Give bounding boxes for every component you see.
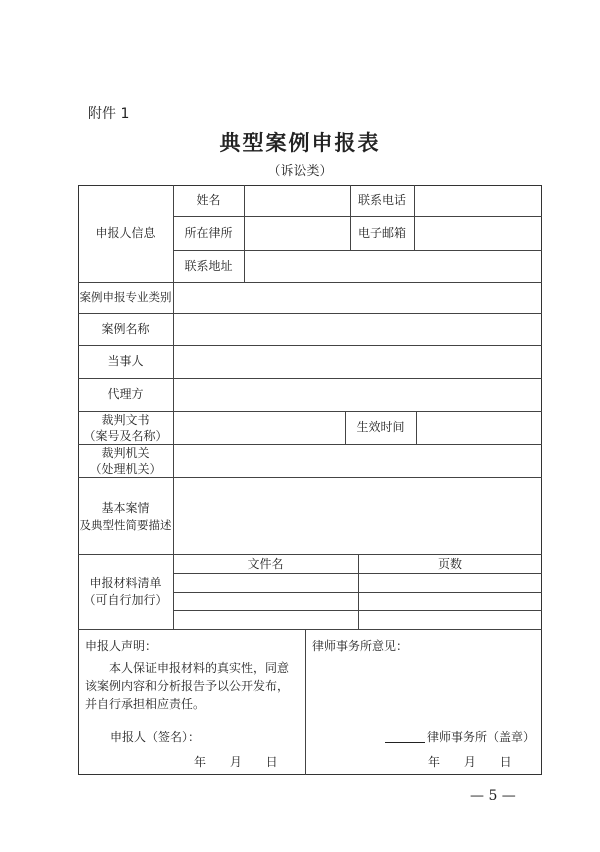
address-label: 联系地址 — [184, 259, 233, 273]
firm-opinion-heading: 律师事务所意见： — [312, 639, 409, 653]
firm-field[interactable] — [245, 217, 349, 249]
form-subtitle: （诉讼类） — [267, 164, 333, 179]
declaration-body: 本人保证申报材料的真实性，同意该案例内容和分析报告予以公开发布，并自行承担相应责任。 — [85, 661, 290, 711]
name-field[interactable] — [245, 186, 349, 215]
phone-field[interactable] — [415, 186, 541, 215]
attachment-label: 附件 1 — [88, 106, 130, 122]
declaration-heading: 申报人声明： — [85, 639, 158, 653]
materials-sublabel: （可自行加行） — [83, 593, 168, 607]
agent-field[interactable] — [174, 379, 541, 410]
email-label: 电子邮箱 — [357, 226, 406, 240]
signature-label: 申报人（签名）： — [110, 730, 201, 744]
court-field[interactable] — [174, 445, 541, 476]
pages-header: 页数 — [437, 557, 462, 571]
firm-name-underline — [385, 742, 425, 743]
firm-label: 所在律所 — [184, 226, 233, 240]
row-divider — [78, 629, 542, 630]
case-desc-field[interactable] — [174, 478, 541, 553]
materials-label: 申报材料清单 — [89, 576, 162, 590]
effective-time-label: 生效时间 — [356, 420, 405, 434]
case-category-label: 案例申报专业类别 — [79, 290, 172, 304]
form-title: 典型案例申报表 — [219, 130, 381, 155]
case-desc-sublabel: 及典型性简要描述 — [79, 518, 172, 532]
court-sublabel: （处理机关） — [89, 462, 162, 476]
judgment-doc-label: 裁判文书 — [101, 413, 150, 427]
case-name-label: 案例名称 — [101, 322, 150, 336]
case-name-field[interactable] — [174, 314, 541, 344]
court-label: 裁判机关 — [101, 446, 150, 460]
judgment-doc-field[interactable] — [174, 412, 344, 443]
agent-label: 代理方 — [107, 387, 144, 401]
declaration-date: 年 月 日 — [194, 755, 278, 769]
file-name-header: 文件名 — [247, 557, 284, 571]
parties-label: 当事人 — [107, 354, 144, 368]
column-divider — [305, 629, 306, 775]
firm-opinion-date: 年 月 日 — [428, 755, 512, 769]
row-divider — [78, 554, 542, 555]
case-desc-label: 基本案情 — [101, 501, 150, 515]
address-field[interactable] — [245, 251, 541, 281]
phone-label: 联系电话 — [357, 193, 406, 207]
name-label: 姓名 — [196, 193, 221, 207]
applicant-info-label: 申报人信息 — [95, 226, 156, 240]
case-category-field[interactable] — [174, 283, 541, 312]
effective-time-field[interactable] — [417, 412, 541, 443]
parties-field[interactable] — [174, 346, 541, 377]
page-number: — 5 — — [470, 788, 516, 804]
email-field[interactable] — [415, 217, 541, 249]
judgment-doc-sublabel: （案号及名称） — [83, 429, 168, 443]
firm-seal-label: 律师事务所（盖章） — [427, 730, 536, 744]
